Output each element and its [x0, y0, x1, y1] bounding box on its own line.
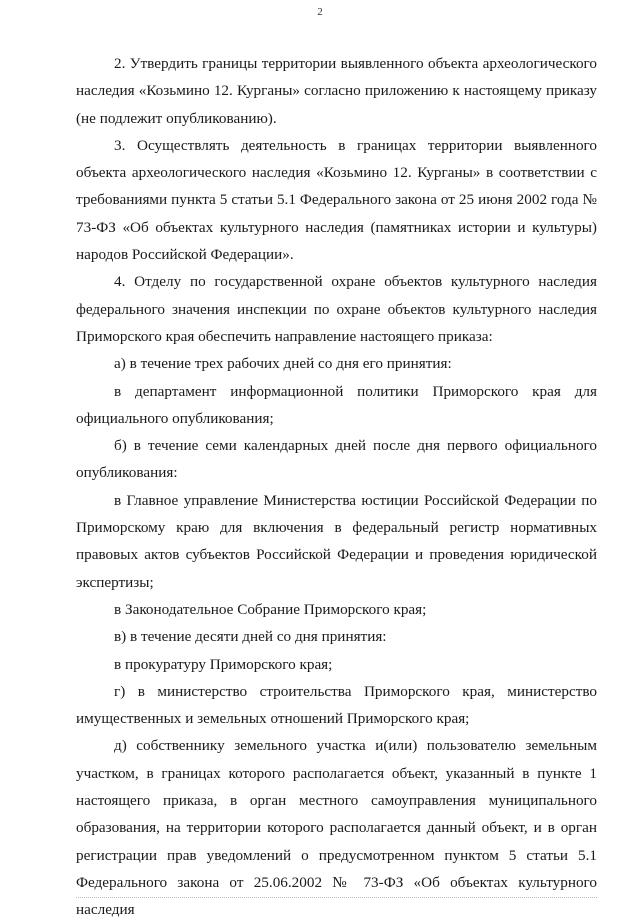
paragraph-recipient-justice: в Главное управление Министерства юстиции Российской Федерации по Приморскому краю для включения в федеральный регистр нормативных правовых актов субъектов Российской Федерации и проведения юридической экспертизы; [76, 491, 597, 591]
document-body [76, 50, 597, 924]
paragraph-recipient-prosecutor: в прокуратуру Приморского края; [114, 655, 333, 673]
paragraph-subitem-g: г) в министерство строительства Приморского края, министерство имущественных и земельных отношений Приморского края; [76, 682, 597, 728]
paragraph-recipient-assembly: в Законодательное Собрание Приморского края; [114, 600, 427, 618]
bottom-divider [76, 897, 597, 898]
paragraph-item-3-activity: 3. Осуществлять деятельность в границах территории выявленного объекта археологического наследия «Козьмино 12. Курганы» в соответствии с требованиями пункта 5 статьи 5.1 Федерального закона от 25 июня 2002 года № 73-ФЗ «Об объектах культурного наследия (памятниках истории и культуры) народов Российской Федерации». [76, 136, 597, 264]
paragraph-subitem-d: д) собственнику земельного участка и(или) пользователю земельным участком, в границах которого располагается объект, указанный в пункте 1 настоящего приказа, в орган местного самоуправления муниципального образования, на территории которого располагается данный объект, и в орган регистрации прав уведомлений о предусмотренном пунктом 5 статьи 5.1 Федерального закона от 25.06.2002 № 73-ФЗ «Об объектах культурного наследия [76, 737, 597, 919]
paragraph-recipient-info-policy: в департамент информационной политики Приморского края для официального опубликования; [76, 382, 597, 427]
paragraph-subitem-v: в) в течение десяти дней со дня принятия: [114, 628, 387, 646]
paragraph-item-2-boundaries: 2. Утвердить границы территории выявленного объекта археологического наследия «Козьмино 12. Курганы» согласно приложению к настоящему приказу (не подлежит опубликованию). [76, 55, 597, 127]
page-number: 2 [317, 6, 323, 18]
paragraph-subitem-a: а) в течение трех рабочих дней со дня его принятия: [114, 355, 452, 373]
paragraph-item-4-dispatch: 4. Отделу по государственной охране объектов культурного наследия федерального значения инспекции по охране объектов культурного наследия Приморского края обеспечить направление настоящего приказа: [76, 273, 597, 345]
paragraph-subitem-b: б) в течение семи календарных дней после дня первого официального опубликования: [76, 437, 597, 482]
